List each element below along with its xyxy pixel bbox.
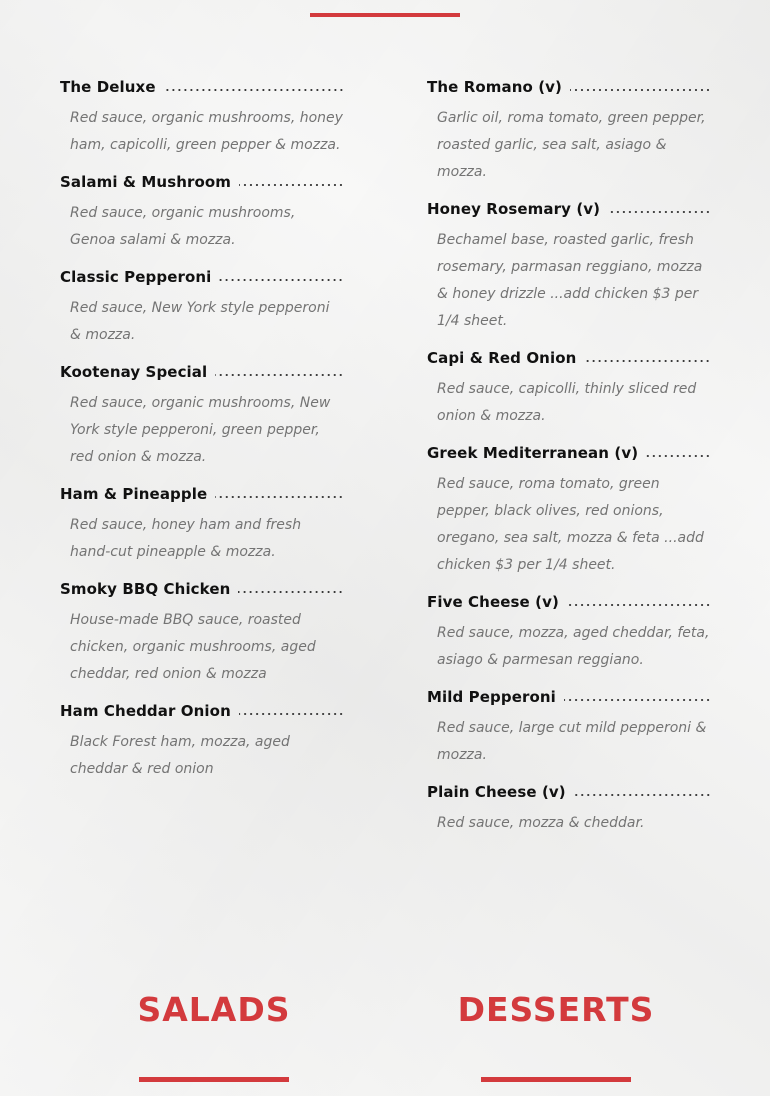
item-description: House-made BBQ sauce, roasted chicken, organic mushrooms, aged cheddar, red onion & mozza	[70, 612, 316, 682]
dot-leader	[238, 591, 344, 593]
menu-item	[427, 783, 711, 837]
dot-leader	[239, 713, 344, 715]
menu-item	[427, 78, 711, 186]
item-name: Ham & Pineapple	[60, 485, 208, 503]
item-name: Five Cheese (v)	[427, 593, 559, 611]
menu-item	[60, 268, 344, 349]
menu-item	[60, 173, 344, 254]
menu-item	[60, 485, 344, 566]
desserts-accent-bar	[481, 1077, 631, 1082]
dot-leader	[239, 184, 344, 186]
top-accent-bar	[310, 13, 460, 17]
item-name: Ham Cheddar Onion	[60, 702, 231, 720]
menu-item	[427, 593, 711, 674]
item-description: Garlic oil, roma tomato, green pepper, roasted garlic, sea salt, asiago & mozza.	[437, 110, 706, 180]
dot-leader	[164, 89, 344, 91]
desserts-heading: DESSERTS	[457, 990, 655, 1029]
item-name: The Romano (v)	[427, 78, 563, 96]
salads-heading: SALADS	[137, 990, 291, 1029]
item-description: Red sauce, mozza & cheddar.	[437, 815, 645, 831]
item-name: Mild Pepperoni	[427, 688, 556, 706]
menu-column-left	[60, 78, 344, 797]
dot-leader	[570, 89, 711, 91]
item-name: Smoky BBQ Chicken	[60, 580, 231, 598]
menu-item	[427, 349, 711, 430]
dot-leader	[215, 496, 344, 498]
item-description: Red sauce, organic mushrooms, Genoa salami & mozza.	[70, 205, 296, 248]
item-description: Red sauce, honey ham and fresh hand-cut pineapple & mozza.	[70, 517, 302, 560]
item-name: Greek Mediterranean (v)	[427, 444, 639, 462]
menu-item	[60, 580, 344, 688]
item-description: Black Forest ham, mozza, aged cheddar & red onion	[70, 734, 290, 777]
dot-leader	[215, 374, 344, 376]
item-name: Honey Rosemary (v)	[427, 200, 601, 218]
item-description: Red sauce, New York style pepperoni & mozza.	[70, 300, 330, 343]
item-description: Red sauce, capicolli, thinly sliced red onion & mozza.	[437, 381, 697, 424]
menu-column-right	[427, 78, 711, 851]
item-description: Red sauce, organic mushrooms, honey ham, capicolli, green pepper & mozza.	[70, 110, 343, 153]
salads-accent-bar	[139, 1077, 289, 1082]
menu-item	[427, 444, 711, 579]
item-description: Red sauce, large cut mild pepperoni & mozza.	[437, 720, 707, 763]
item-description: Red sauce, organic mushrooms, New York style pepperoni, green pepper, red onion & mozza.	[70, 395, 331, 465]
menu-item	[427, 688, 711, 769]
item-name: The Deluxe	[60, 78, 156, 96]
item-name: Plain Cheese (v)	[427, 783, 566, 801]
dot-leader	[567, 604, 711, 606]
dot-leader	[584, 360, 711, 362]
item-description: Red sauce, mozza, aged cheddar, feta, asiago & parmesan reggiano.	[437, 625, 710, 668]
menu-item	[60, 702, 344, 783]
item-name: Classic Pepperoni	[60, 268, 212, 286]
menu-item	[60, 363, 344, 471]
item-description: Red sauce, roma tomato, green pepper, black olives, red onions, oregano, sea salt, mozza & feta ...add chicken $3 per 1/4 sheet.	[437, 476, 704, 573]
item-description: Bechamel base, roasted garlic, fresh rosemary, parmasan reggiano, mozza & honey drizzle ...add chicken $3 per 1/4 sheet.	[437, 232, 703, 329]
dot-leader	[564, 699, 711, 701]
dot-leader	[219, 279, 344, 281]
item-name: Capi & Red Onion	[427, 349, 577, 367]
item-name: Salami & Mushroom	[60, 173, 232, 191]
dot-leader	[608, 211, 711, 213]
dot-leader	[646, 455, 711, 457]
dot-leader	[574, 794, 711, 796]
menu-item	[60, 78, 344, 159]
menu-item	[427, 200, 711, 335]
item-name: Kootenay Special	[60, 363, 208, 381]
